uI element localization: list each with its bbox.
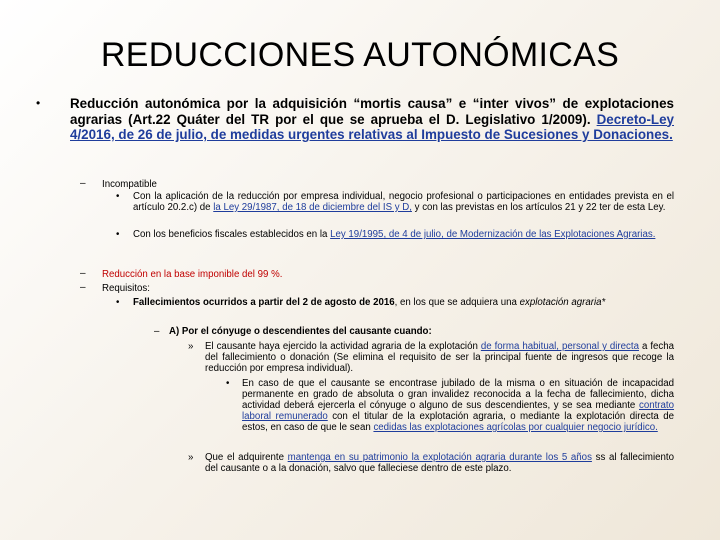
condition-2 [205,452,674,474]
requisitos-bullet: • [116,297,120,308]
incompatible-item-1-text: Con la aplicación de la reducción por empresa individual, negocio profesional o participaciones en entidades prevista en el artículo 20.2.c) de [133,191,674,213]
condition-1-sub-text-mid: con el titular de la explotación agraria, o mediante la explotación directa de estos, en caso de que le sean [242,411,674,433]
incompatible-item-1 [133,191,674,213]
condition-2-text: Que el adquirente [205,452,284,463]
main-text: Reducción autonómica por la adquisición “mortis causa” e “inter vivos” de explotaciones agrarias (Art.22 Quáter del TR por el que se aprueba el D. Legislativo 1/2009). [70,96,674,127]
incompatible-heading: Incompatible [102,179,157,190]
reduccion-dash: – [80,268,86,279]
ley-29-1987-link[interactable]: la Ley 29/1987, de 18 de diciembre del IS y D, [213,202,412,213]
incompatible-bullet-2: • [116,229,120,240]
reduccion-text: Reducción en la base imponible del 99 %. [102,269,283,280]
main-bullet: • [36,96,41,110]
requisitos-heading: Requisitos: [102,283,150,294]
requisitos-text-mid: , en los que se adquiera una [394,297,517,308]
condition-1-underlined: de forma habitual, personal y directa [480,341,639,352]
main-paragraph [70,96,674,143]
condition-1-marker: » [188,341,194,352]
incompatible-item-1-text-end: y con las previstas en los artículos 21 y 22 ter de esta Ley. [414,202,666,213]
condition-1 [205,341,674,374]
condition-2-underlined: mantenga en su patrimonio la explotación agraria durante los 5 años [287,452,592,463]
slide-title: REDUCCIONES AUTONÓMICAS [100,36,620,74]
condition-2-marker: » [188,452,194,463]
ley-19-1995-link[interactable]: Ley 19/1995, de 4 de julio, de Modernización de las Explotaciones Agrarias. [330,229,656,240]
condition-1-text-end: a fecha del fallecimiento o donación (Se elimina el requisito de ser la principal fuente de ingresos que recoge la reducción por empresa individual). [205,341,675,374]
decreto-link[interactable]: Decreto-Ley 4/2016, de 26 de julio, de medidas urgentes relativas al Impuesto de Sucesiones y Donaciones. [70,111,674,142]
contrato-laboral-underlined: contrato laboral remunerado [242,400,675,422]
cedidas-underlined: cedidas las explotaciones agrícolas por cualquier negocio jurídico. [373,422,658,433]
incompatible-dash: – [80,178,86,189]
incompatible-item-2-text: Con los beneficios fiscales establecidos en la [133,229,328,240]
condition-1-sub-bullet: • [226,378,230,389]
condition-1-text: El causante haya ejercido la actividad agraria de la explotación [205,341,478,352]
requisitos-dash: – [80,282,86,293]
condition-1-sub-text: En caso de que el causante se encontrase jubilado de la misma o en situación de incapacidad permanente en grado de absoluta o gran invalidez reconocida a la fecha de fallecimiento, dicha actividad deberá ejercerla el cónyuge o alguno de sus descendientes, y se sea mediante [242,378,674,411]
sub-heading: A) Por el cónyuge o descendientes del causante cuando: [169,326,432,337]
requisitos-text [133,297,674,308]
condition-2-text-end: ss al fallecimiento del causante o a la donación, salvo que falleciese dentro de este plazo. [205,452,674,474]
condition-1-sub [242,378,674,433]
requisitos-explotacion: explotación agraria* [519,297,606,308]
sub-dash: – [154,326,160,337]
requisitos-date: Fallecimientos ocurridos a partir del 2 de agosto de 2016 [133,297,395,308]
incompatible-bullet-1: • [116,191,120,202]
incompatible-item-2 [133,229,674,240]
